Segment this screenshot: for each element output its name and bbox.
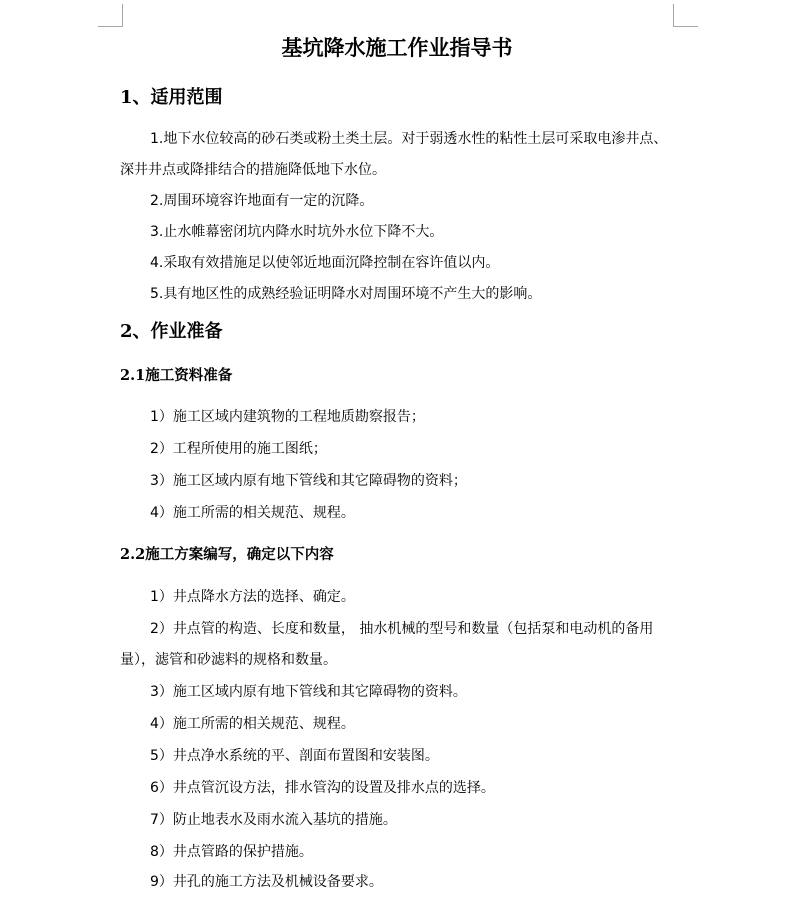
documents-item-1: 1）施工区域内建筑物的工程地质勘察报告； [150,409,425,425]
crop-mark-top-left [98,4,123,27]
scope-item-1: 1.地下水位较高的砂石类或粉土类土层。对于弱透水性的粘性土层可采取电渗井点、深井井点或降排结合的措施降低地下水位。 [120,131,668,178]
plan-item-8: 8）井点管路的保护措施。 [150,844,313,860]
scope-item-4: 4.采取有效措施足以使邻近地面沉降控制在容许值以内。 [150,255,500,271]
documents-item-2: 2）工程所使用的施工图纸； [150,441,327,457]
subsection-heading-plan: 2.2施工方案编写，确定以下内容 [120,546,334,563]
document-title: 基坑降水施工作业指导书 [281,35,513,60]
plan-item-2: 2）井点管的构造、长度和数量， 抽水机械的型号和数量（包括泵和电动机的备用量），滤管和砂滤料的规格和数量。 [120,621,654,668]
documents-item-3: 3）施工区域内原有地下管线和其它障碍物的资料； [150,473,467,489]
crop-mark-top-right [673,4,698,27]
plan-item-7: 7）防止地表水及雨水流入基坑的措施。 [150,812,397,828]
subsection-heading-documents: 2.1施工资料准备 [120,367,233,384]
plan-item-6: 6）井点管沉设方法，排水管沟的设置及排水点的选择。 [150,780,495,796]
documents-item-4: 4）施工所需的相关规范、规程。 [150,505,355,521]
plan-item-3: 3）施工区域内原有地下管线和其它障碍物的资料。 [150,684,467,700]
scope-item-5: 5.具有地区性的成熟经验证明降水对周围环境不产生大的影响。 [150,286,542,302]
scope-item-3: 3.止水帷幕密闭坑内降水时坑外水位下降不大。 [150,224,444,240]
plan-item-1: 1）井点降水方法的选择、确定。 [150,589,355,605]
scope-item-2: 2.周围环境容许地面有一定的沉降。 [150,193,374,209]
plan-item-5: 5）井点净水系统的平、剖面布置图和安装图。 [150,748,439,764]
plan-item-9: 9）井孔的施工方法及机械设备要求。 [150,874,383,890]
plan-item-4: 4）施工所需的相关规范、规程。 [150,716,355,732]
section-heading-scope: 1、适用范围 [120,87,223,108]
section-heading-preparation: 2、作业准备 [120,321,223,342]
